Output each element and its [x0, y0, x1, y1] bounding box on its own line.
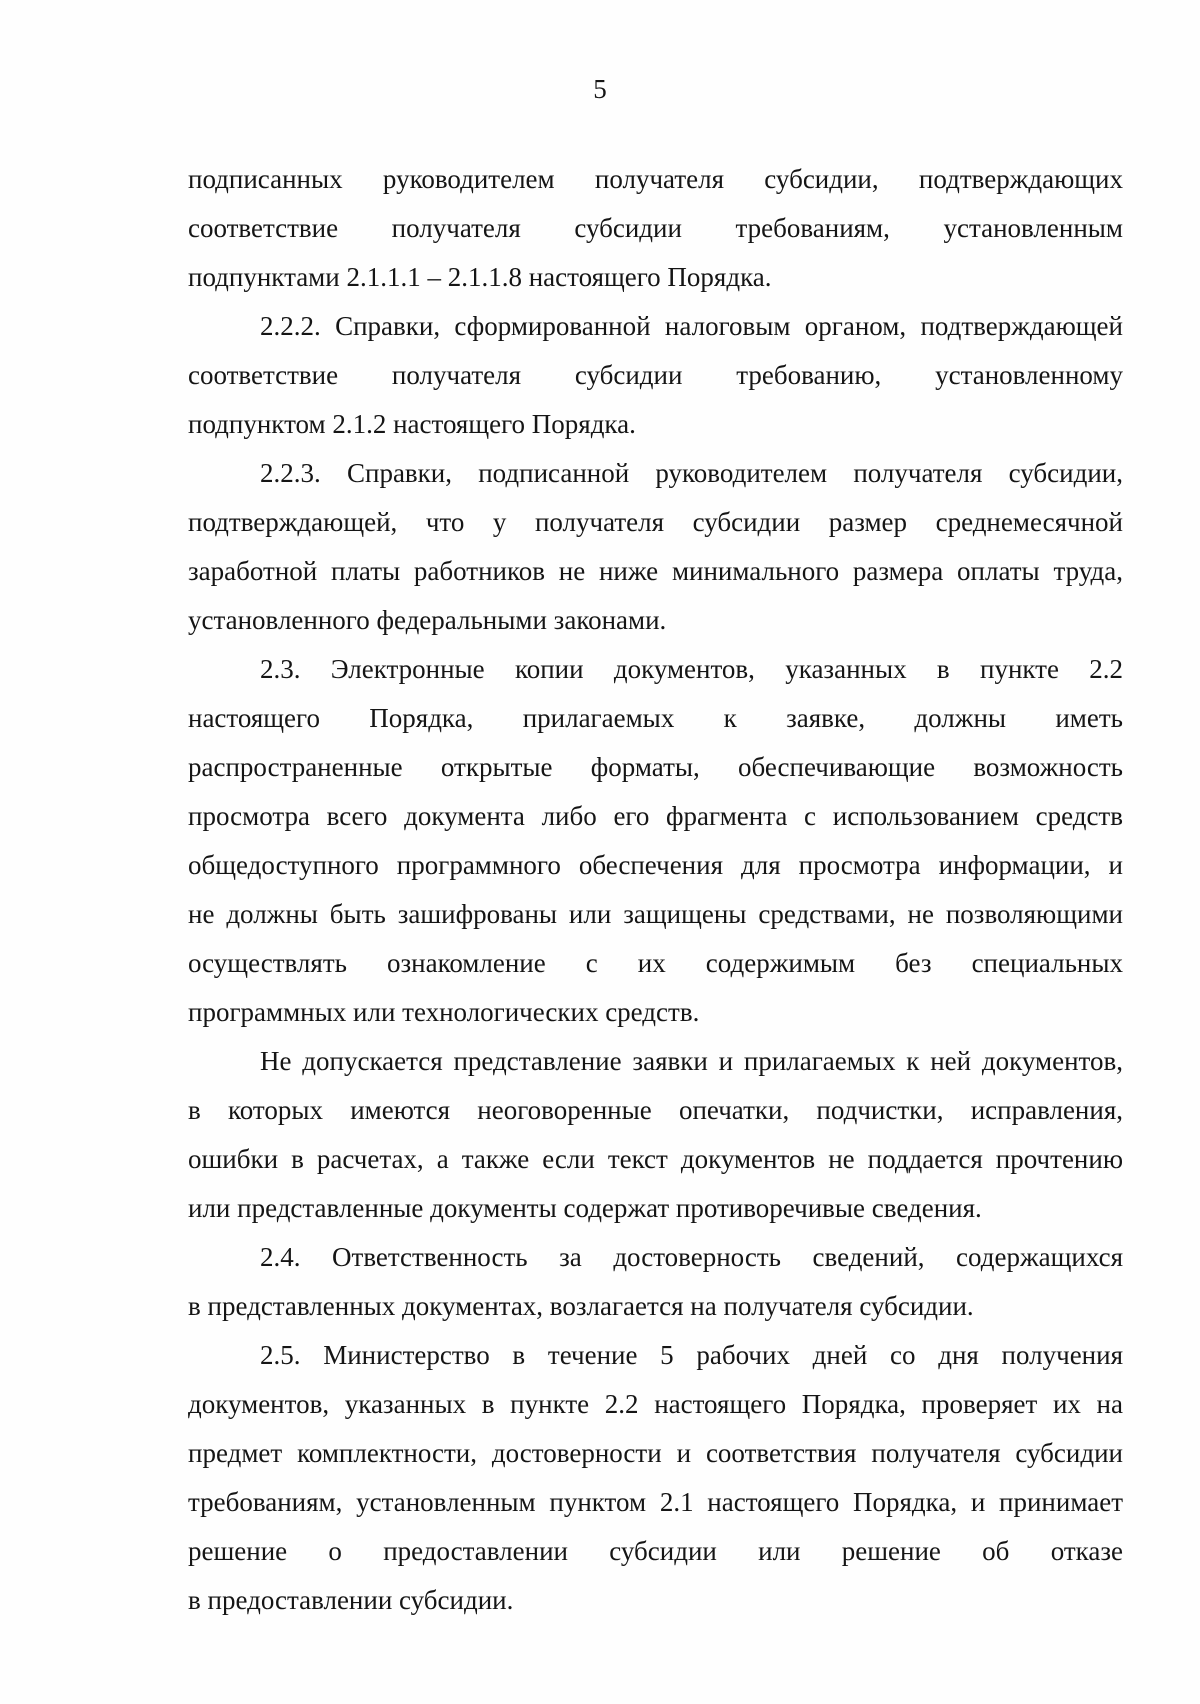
document-body: [188, 155, 1123, 1625]
paragraph: [188, 155, 1123, 302]
text-line: в представленных документах, возлагается на получателя субсидии.: [188, 1291, 974, 1321]
page-number: 5: [593, 74, 607, 104]
text-line: подтверждающей, что у получателя субсидии размер среднемесячной: [188, 507, 1123, 537]
paragraph: [188, 302, 1123, 449]
text-line: в которых имеются неоговоренные опечатки, подчистки, исправления,: [188, 1095, 1123, 1125]
paragraph: [188, 449, 1123, 645]
text-line: общедоступного программного обеспечения для просмотра информации, и: [188, 850, 1123, 880]
text-line: заработной платы работников не ниже минимального размера оплаты труда,: [188, 556, 1123, 586]
text-line: распространенные открытые форматы, обеспечивающие возможность: [188, 752, 1123, 782]
text-line: 2.3. Электронные копии документов, указанных в пункте 2.2: [260, 654, 1123, 684]
text-line: 2.5. Министерство в течение 5 рабочих дней со дня получения: [260, 1340, 1123, 1370]
paragraph: [188, 1233, 1123, 1331]
text-line: просмотра всего документа либо его фрагмента с использованием средств: [188, 801, 1123, 831]
text-line: или представленные документы содержат противоречивые сведения.: [188, 1193, 982, 1223]
text-line: предмет комплектности, достоверности и соответствия получателя субсидии: [188, 1438, 1123, 1468]
text-line: ошибки в расчетах, а также если текст документов не поддается прочтению: [188, 1144, 1123, 1174]
text-line: подписанных руководителем получателя субсидии, подтверждающих: [188, 164, 1123, 194]
paragraph: [188, 1037, 1123, 1233]
text-line: программных или технологических средств.: [188, 997, 700, 1027]
text-line: подпунктами 2.1.1.1 – 2.1.1.8 настоящего Порядка.: [188, 262, 772, 292]
text-line: в предоставлении субсидии.: [188, 1585, 514, 1615]
paragraph: [188, 645, 1123, 1037]
text-line: 2.2.2. Справки, сформированной налоговым органом, подтверждающей: [260, 311, 1123, 341]
text-line: решение о предоставлении субсидии или решение об отказе: [188, 1536, 1123, 1566]
text-line: документов, указанных в пункте 2.2 настоящего Порядка, проверяет их на: [188, 1389, 1123, 1419]
text-line: 2.2.3. Справки, подписанной руководителем получателя субсидии,: [260, 458, 1123, 488]
text-line: настоящего Порядка, прилагаемых к заявке, должны иметь: [188, 703, 1123, 733]
text-line: 2.4. Ответственность за достоверность сведений, содержащихся: [260, 1242, 1123, 1272]
text-line: осуществлять ознакомление с их содержимым без специальных: [188, 948, 1123, 978]
text-line: соответствие получателя субсидии требованиям, установленным: [188, 213, 1123, 243]
text-line: установленного федеральными законами.: [188, 605, 667, 635]
text-line: не должны быть зашифрованы или защищены средствами, не позволяющими: [188, 899, 1123, 929]
text-line: соответствие получателя субсидии требованию, установленному: [188, 360, 1123, 390]
paragraph: [188, 1331, 1123, 1625]
text-line: подпунктом 2.1.2 настоящего Порядка.: [188, 409, 636, 439]
text-line: Не допускается представление заявки и прилагаемых к ней документов,: [260, 1046, 1123, 1076]
text-line: требованиям, установленным пунктом 2.1 настоящего Порядка, и принимает: [188, 1487, 1123, 1517]
